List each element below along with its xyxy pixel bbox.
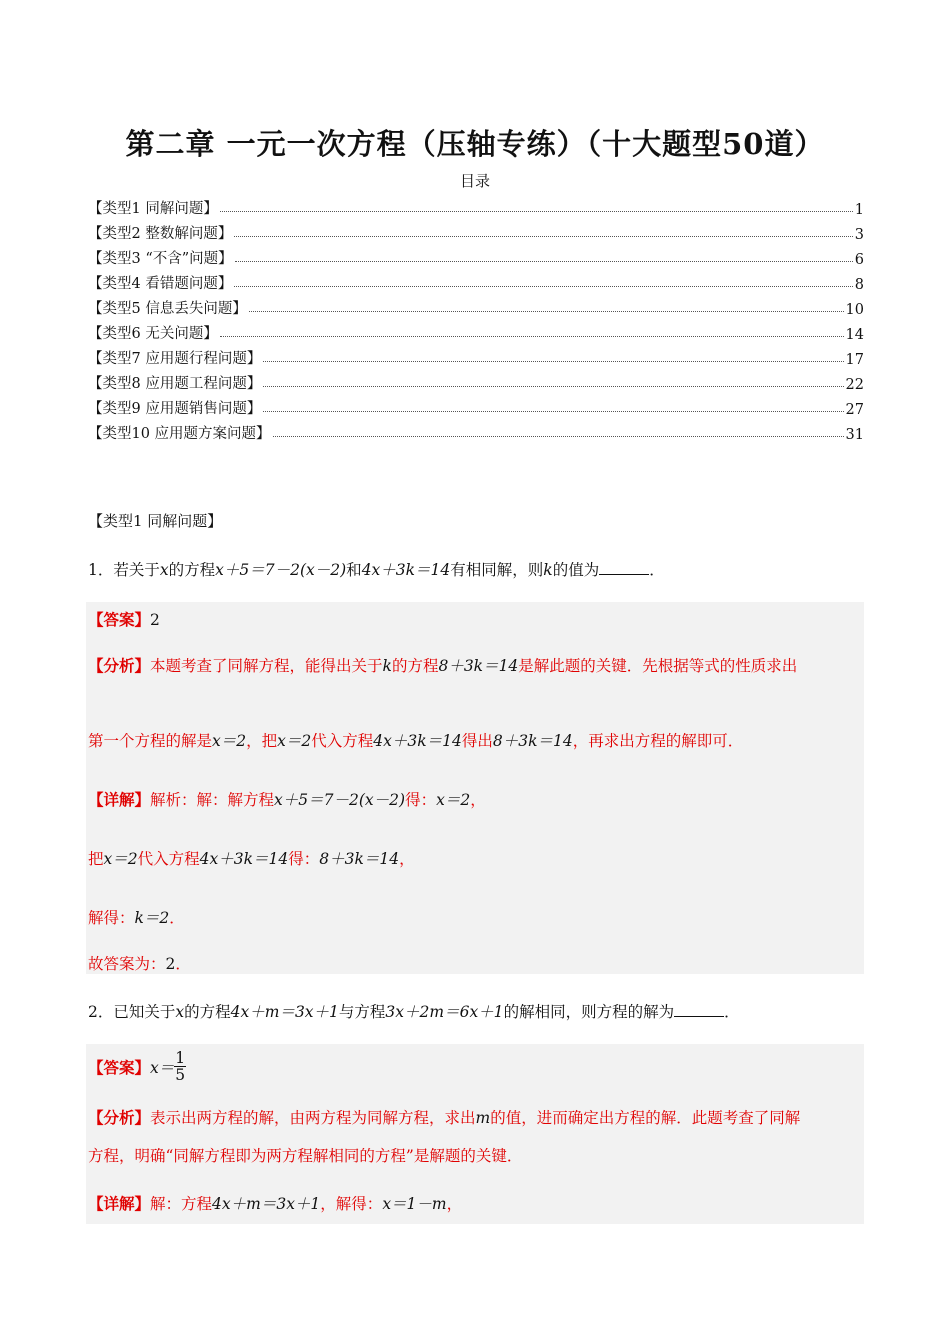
q1-analysis-eq: 4x＋3k＝14 bbox=[373, 732, 462, 750]
q1-detail-text: ． bbox=[175, 955, 191, 973]
q1-equation: x＋5＝7－2(x－2) bbox=[215, 561, 347, 579]
toc-leader bbox=[263, 386, 843, 387]
q1-text: 的方程 bbox=[168, 561, 216, 579]
q1-detail-eq: 4x＋3k＝14 bbox=[199, 850, 289, 868]
toc-leader bbox=[249, 311, 844, 312]
q1-detail-text: 得： bbox=[405, 791, 437, 809]
q1-text: 1．若关于 bbox=[88, 561, 160, 579]
toc-leader bbox=[220, 336, 844, 337]
toc-entry[interactable] bbox=[88, 418, 864, 443]
toc-leader bbox=[234, 236, 852, 237]
q1-analysis-eq: x＝2 bbox=[277, 732, 312, 750]
toc-entry-page: 31 bbox=[845, 427, 864, 443]
q1-detail-text: ． bbox=[169, 909, 185, 927]
q1-detail-line-2 bbox=[88, 847, 415, 869]
q2-analysis-text: 的值，进而确定出方程的解．此题考查了同解 bbox=[490, 1109, 801, 1127]
toc-entry-page: 1 bbox=[854, 202, 864, 218]
q2-answer-line bbox=[88, 1050, 186, 1084]
q1-detail-line-4 bbox=[88, 952, 191, 974]
toc-entry[interactable] bbox=[88, 318, 864, 343]
question-2 bbox=[88, 1000, 740, 1022]
toc-heading: 目录 bbox=[459, 172, 490, 190]
q2-equation: 3x＋2m＝6x＋1 bbox=[385, 1003, 504, 1021]
q2-detail-line-1 bbox=[88, 1192, 462, 1214]
fraction-numerator: 1 bbox=[175, 1049, 186, 1067]
q1-detail-text: 把 bbox=[88, 850, 104, 868]
toc-entry[interactable] bbox=[88, 218, 864, 243]
q1-detail-line-3 bbox=[88, 906, 185, 928]
q2-text: 的解相同，则方程的解为 bbox=[503, 1003, 675, 1021]
q1-text: 和 bbox=[346, 561, 362, 579]
q1-detail-eq: x＋5＝7－2(x－2) bbox=[274, 791, 406, 809]
q1-detail-text: 故答案为： bbox=[88, 955, 166, 973]
q2-analysis-line-1 bbox=[88, 1106, 800, 1128]
toc-leader bbox=[273, 436, 844, 437]
document-title: 第二章 一元一次方程（压轴专练）（十大题型50道） bbox=[125, 127, 825, 161]
toc-leader bbox=[234, 286, 852, 287]
q2-detail-text: ， bbox=[446, 1195, 463, 1213]
q1-analysis-eq: x＝2 bbox=[212, 732, 247, 750]
q1-text: ． bbox=[649, 561, 665, 579]
toc-entry[interactable] bbox=[88, 393, 864, 418]
analysis-tag: 【分析】 bbox=[88, 656, 151, 675]
toc-entry-label: 【类型8 应用题工程问题】 bbox=[88, 376, 262, 392]
q2-equation: 4x＋m＝3x＋1 bbox=[230, 1003, 339, 1021]
q1-detail-text: 解得： bbox=[88, 909, 135, 927]
toc-entry-label: 【类型10 应用题方案问题】 bbox=[88, 426, 271, 442]
toc-entry-page: 17 bbox=[845, 352, 864, 368]
q2-text: ． bbox=[724, 1003, 740, 1021]
q1-detail-eq: x＝2 bbox=[436, 791, 471, 809]
toc-entry[interactable] bbox=[88, 268, 864, 293]
toc-leader bbox=[220, 211, 853, 212]
toc-entry-page: 14 bbox=[845, 327, 864, 343]
section-heading: 【类型1 同解问题】 bbox=[88, 512, 223, 530]
detail-tag: 【详解】 bbox=[88, 1194, 151, 1213]
toc-entry[interactable] bbox=[88, 293, 864, 318]
q1-analysis-eq: 8＋3k＝14 bbox=[492, 732, 573, 750]
q1-detail-eq: k＝2 bbox=[134, 909, 170, 927]
answer-tag: 【答案】 bbox=[88, 610, 151, 629]
detail-tag: 【详解】 bbox=[88, 790, 151, 809]
toc-leader bbox=[263, 411, 843, 412]
q1-detail-text: 解析：解：解方程 bbox=[150, 791, 275, 809]
q1-analysis-eq: 8＋3k＝14 bbox=[438, 657, 519, 675]
q1-text: 的值为 bbox=[552, 561, 600, 579]
toc-entry[interactable] bbox=[88, 243, 864, 268]
answer-blank bbox=[599, 560, 649, 575]
q1-detail-text: 代入方程 bbox=[137, 850, 200, 868]
table-of-contents bbox=[88, 193, 864, 443]
q1-analysis-text: 第一个方程的解是 bbox=[88, 732, 213, 750]
toc-entry[interactable] bbox=[88, 193, 864, 218]
q1-analysis-line-2 bbox=[88, 729, 743, 751]
q2-analysis-var: m bbox=[475, 1109, 491, 1127]
q1-detail-line-1 bbox=[88, 788, 486, 810]
q2-analysis-line-2: 方程，明确“同解方程即为两方程解相同的方程”是解题的关键． bbox=[88, 1147, 523, 1165]
q1-detail-eq: x＝2 bbox=[103, 850, 138, 868]
q2-text: 与方程 bbox=[338, 1003, 386, 1021]
toc-entry-page: 27 bbox=[845, 402, 864, 418]
toc-entry-label: 【类型2 整数解问题】 bbox=[88, 226, 233, 242]
q1-text: 有相同解，则 bbox=[450, 561, 544, 579]
q1-analysis-text: 的方程 bbox=[391, 657, 439, 675]
toc-leader bbox=[235, 261, 853, 262]
q2-text: 的方程 bbox=[184, 1003, 231, 1021]
q1-analysis-var: k bbox=[382, 657, 392, 675]
toc-entry-page: 3 bbox=[854, 227, 864, 243]
toc-entry-label: 【类型1 同解问题】 bbox=[88, 201, 218, 217]
toc-entry-page: 10 bbox=[845, 302, 864, 318]
answer-tag: 【答案】 bbox=[88, 1057, 151, 1077]
question-1 bbox=[88, 558, 665, 580]
q2-detail-text: 解：方程 bbox=[150, 1195, 213, 1213]
q1-detail-text: ， bbox=[399, 850, 415, 868]
q1-analysis-text: 本题考查了同解方程，能得出关于 bbox=[150, 657, 383, 675]
q1-detail-text: 得： bbox=[288, 850, 320, 868]
q2-var: x bbox=[175, 1003, 185, 1021]
toc-entry-page: 8 bbox=[854, 277, 864, 293]
q2-detail-text: ，解得： bbox=[320, 1195, 383, 1213]
q1-detail-value: 2 bbox=[165, 955, 176, 973]
q1-analysis-text: 代入方程 bbox=[311, 732, 374, 750]
q2-text: 2．已知关于 bbox=[88, 1003, 176, 1021]
q2-answer-lhs: x＝ bbox=[150, 1058, 175, 1077]
toc-leader bbox=[263, 361, 843, 362]
toc-entry[interactable] bbox=[88, 368, 864, 393]
q2-answer-fraction bbox=[174, 1050, 186, 1084]
q1-analysis-line-1 bbox=[88, 654, 797, 676]
toc-entry-label: 【类型5 信息丢失问题】 bbox=[88, 301, 247, 317]
q2-detail-eq: x＝1－m bbox=[382, 1195, 447, 1213]
toc-entry-label: 【类型9 应用题销售问题】 bbox=[88, 401, 262, 417]
toc-entry-page: 6 bbox=[854, 252, 864, 268]
toc-entry-label: 【类型3 “不含”问题】 bbox=[88, 251, 233, 267]
q1-answer: 2 bbox=[150, 611, 160, 629]
toc-entry[interactable] bbox=[88, 343, 864, 368]
q1-analysis-text: ，把 bbox=[246, 732, 278, 750]
toc-entry-label: 【类型4 看错题问题】 bbox=[88, 276, 233, 292]
q1-analysis-text: ，再求出方程的解即可． bbox=[572, 732, 744, 750]
toc-entry-label: 【类型7 应用题行程问题】 bbox=[88, 351, 262, 367]
toc-entry-page: 22 bbox=[845, 377, 864, 393]
q1-equation: 4x＋3k＝14 bbox=[361, 561, 451, 579]
q1-var: x bbox=[159, 561, 169, 579]
q1-detail-eq: 8＋3k＝14 bbox=[319, 850, 400, 868]
analysis-tag: 【分析】 bbox=[88, 1108, 151, 1127]
q1-detail-text: ， bbox=[470, 791, 486, 809]
q1-solution-box bbox=[86, 602, 864, 974]
q2-solution-box bbox=[86, 1044, 864, 1224]
toc-entry-label: 【类型6 无关问题】 bbox=[88, 326, 218, 342]
q1-analysis-text: 是解此题的关键．先根据等式的性质求出 bbox=[518, 657, 798, 675]
q2-detail-eq: 4x＋m＝3x＋1 bbox=[212, 1195, 321, 1213]
answer-blank bbox=[674, 1002, 724, 1017]
fraction-denominator: 5 bbox=[175, 1066, 186, 1085]
q1-answer-line bbox=[88, 608, 160, 630]
q2-analysis-text: 表示出两方程的解，由两方程为同解方程，求出 bbox=[150, 1109, 476, 1127]
q1-analysis-text: 得出 bbox=[461, 732, 493, 750]
q1-var: k bbox=[543, 561, 553, 579]
